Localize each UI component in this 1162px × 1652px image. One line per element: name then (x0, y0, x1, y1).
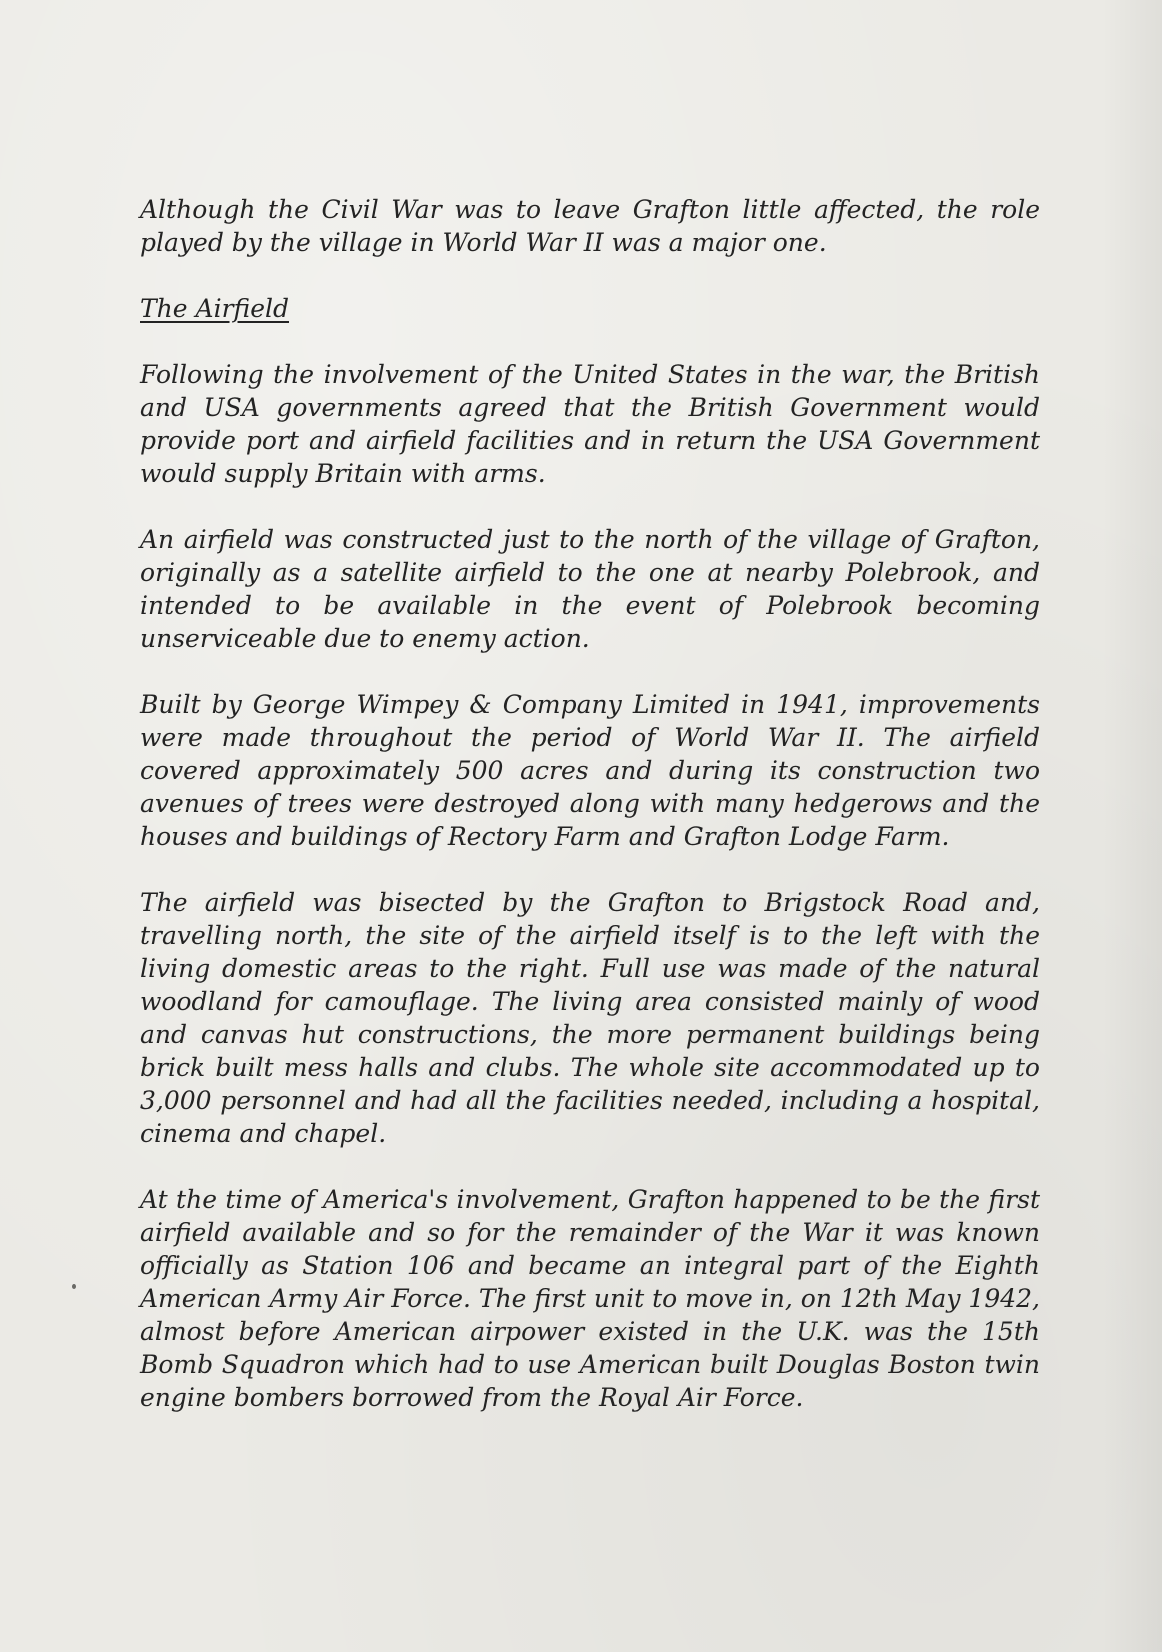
intro-paragraph: Although the Civil War was to leave Grafton little affected, the role played by the village in World War II was a major one. (140, 195, 1040, 257)
section-heading: The Airfield (140, 294, 289, 323)
paragraph-site-layout: The airfield was bisected by the Grafton to Brigstock Road and, travelling north, the site of the airfield itself is to the left with the living domestic areas to the right. Full use was made of the natural woodland for camouflage. The living area consisted mainly of wood and canvas hut constructions, the more permanent buildings being brick built mess halls and clubs. The whole site accommodated up to 3,000 personnel and had all the facilities needed, including a hospital, cinema and chapel. (140, 888, 1040, 1148)
paragraph-construction: An airfield was constructed just to the north of the village of Grafton, originally as a satellite airfield to the one at nearby Polebrook, and intended to be available in the event of Polebrook becoming unserviceable due to enemy action. (140, 525, 1040, 653)
paragraph-builder: Built by George Wimpey & Company Limited in 1941, improvements were made throughout the period of World War II. The airfield covered approximately 500 acres and during its construction two avenues of trees were destroyed along with many hedgerows and the houses and buildings of Rectory Farm and Grafton Lodge Farm. (140, 690, 1040, 851)
paper-speck (72, 1284, 76, 1289)
text-column (140, 193, 1040, 1447)
paragraph-involvement: Following the involvement of the United States in the war, the British and USA governments agreed that the British Government would provide port and airfield facilities and in return the USA Government would supply Britain with arms. (140, 360, 1040, 488)
paragraph-station-106: At the time of America's involvement, Grafton happened to be the first airfield available and so for the remainder of the War it was known officially as Station 106 and became an integral part of the Eighth American Army Air Force. The first unit to move in, on 12th May 1942, almost before American airpower existed in the U.K. was the 15th Bomb Squadron which had to use American built Douglas Boston twin engine bombers borrowed from the Royal Air Force. (140, 1185, 1040, 1412)
